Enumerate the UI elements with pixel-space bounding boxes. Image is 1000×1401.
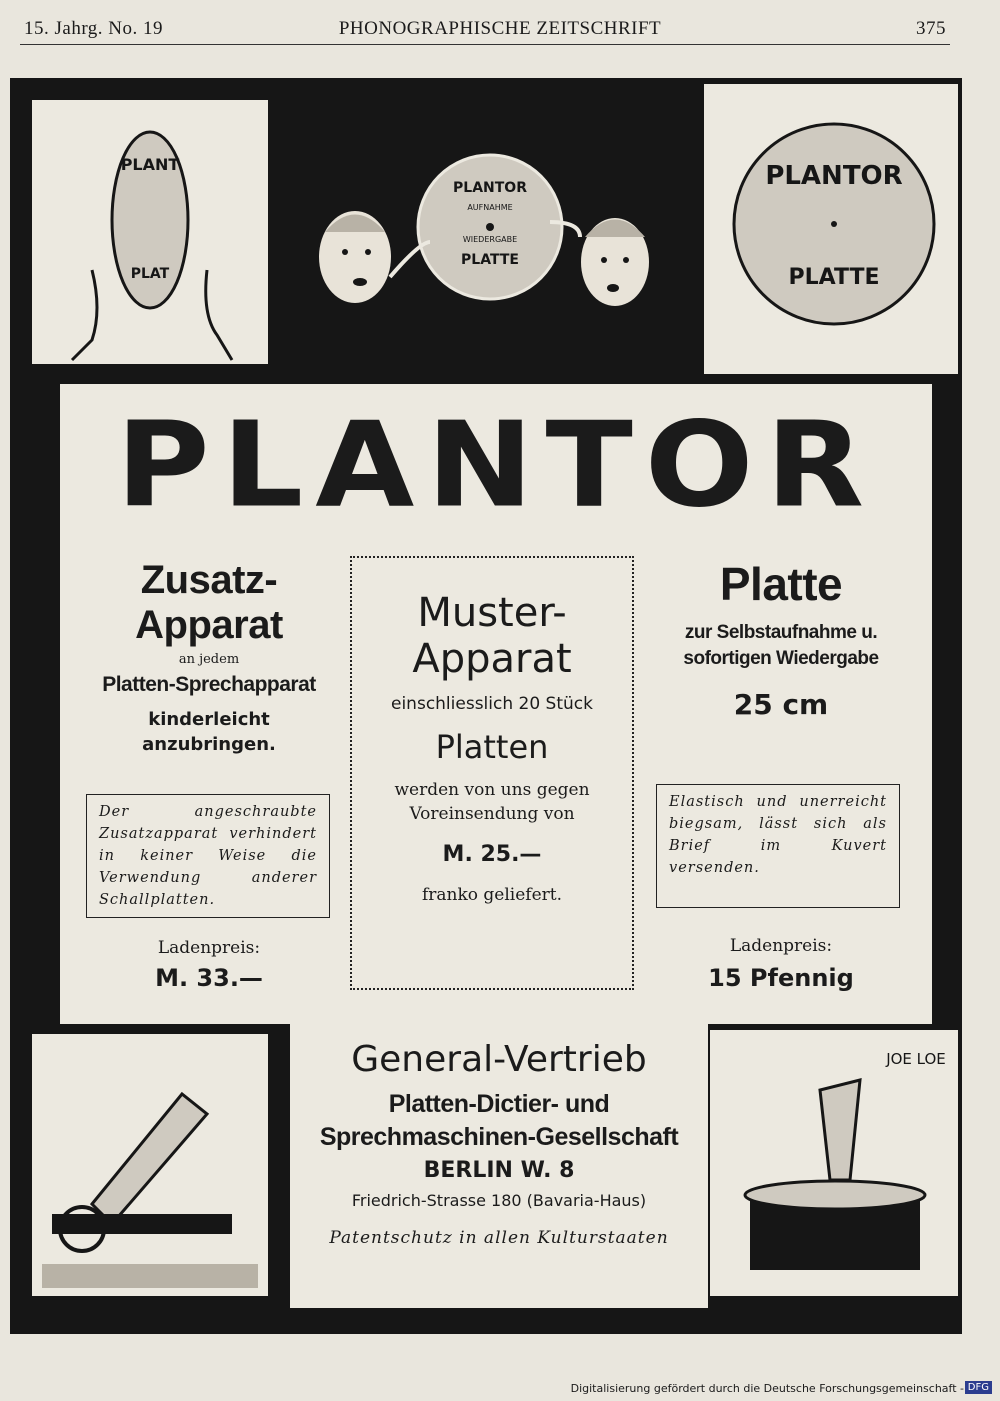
hand-right-icon xyxy=(206,270,232,360)
right-heading-platte: Platte xyxy=(719,558,843,610)
middle-price: M. 25.— xyxy=(442,842,542,867)
right-size: 25 cm xyxy=(733,688,829,721)
middle-column xyxy=(350,590,634,905)
gramophone-arm-icon xyxy=(52,1214,232,1234)
left-heading-zusatz: Zusatz- xyxy=(140,558,278,602)
left-heading-apparat: Apparat xyxy=(135,603,283,647)
left-bold-2: anzubringen. xyxy=(142,734,276,755)
gramophone-horn-icon xyxy=(92,1094,207,1224)
dfg-logo: DFG xyxy=(965,1381,992,1394)
left-line: Platten-Sprechapparat xyxy=(102,673,316,696)
top-left-illustration xyxy=(28,96,272,368)
top-center-illustration xyxy=(280,92,700,384)
company-line-2: Sprechmaschinen-Gesellschaft xyxy=(319,1123,679,1151)
right-line-1: zur Selbstaufnahme u. xyxy=(684,622,878,643)
distributor-block xyxy=(290,1036,708,1248)
right-price-block xyxy=(646,936,916,992)
held-record-label-bottom: PLAT xyxy=(130,266,170,282)
right-column xyxy=(646,556,916,721)
advert-title: PLANTOR xyxy=(115,397,877,535)
digitization-credit: Digitalisierung gefördert durch die Deutsche Forschungsgemeinschaft - xyxy=(570,1382,964,1395)
right-line-2: sofortigen Wiedergabe xyxy=(683,648,879,669)
left-price-label: Ladenpreis: xyxy=(157,938,261,958)
top-right-illustration xyxy=(700,80,962,378)
bottom-left-illustration xyxy=(28,1030,272,1300)
bottom-right-illustration xyxy=(706,1026,962,1300)
middle-line-2: werden von uns gegen xyxy=(394,780,590,800)
held-record-label-top: PLANT xyxy=(120,155,180,174)
plantor-record-label-bottom: PLATTE xyxy=(788,265,880,290)
right-price: 15 Pfennig xyxy=(708,964,854,992)
plantor-record-label-top: PLANTOR xyxy=(765,161,903,191)
middle-platten: Platten xyxy=(435,728,549,766)
record-label-bottom: PLATTE xyxy=(461,252,519,268)
page-number: 375 xyxy=(916,18,946,39)
left-note: Der angeschraubte Zusatzapparat verhindert in keiner Weise die Verwendung anderer Schallplatten. xyxy=(86,794,330,918)
left-column xyxy=(74,558,344,755)
right-price-label: Ladenpreis: xyxy=(729,936,833,956)
hand-left-icon xyxy=(72,270,97,360)
artist-signature: JOE LOE xyxy=(886,1050,946,1068)
left-price: M. 33.— xyxy=(155,964,263,992)
company-line-1: Platten-Dictier- und xyxy=(388,1090,610,1118)
middle-line-3: Voreinsendung von xyxy=(409,804,575,824)
middle-line-4: franko geliefert. xyxy=(421,885,563,905)
company-city: BERLIN W. 8 xyxy=(423,1158,575,1183)
right-note: Elastisch und unerreicht biegsam, lässt sich als Brief im Kuvert versenden. xyxy=(656,784,900,908)
left-price-block xyxy=(74,938,344,992)
left-bold-1: kinderleicht xyxy=(148,709,270,730)
record-label-top: PLANTOR xyxy=(453,180,527,196)
left-small-text: an jedem xyxy=(178,652,240,667)
middle-heading-apparat: Apparat xyxy=(412,636,572,682)
middle-heading-muster: Muster- xyxy=(417,590,567,636)
distributor-heading: General-Vertrieb xyxy=(351,1039,647,1080)
gramophone-horn-2-icon xyxy=(820,1080,860,1180)
middle-line-1: einschliesslich 20 Stück xyxy=(391,694,593,714)
record-label-aufnahme: AUFNAHME xyxy=(467,203,513,212)
running-head-issue: 15. Jahrg. No. 19 xyxy=(24,18,164,39)
record-label-wiedergabe: WIEDERGABE xyxy=(462,235,518,244)
patent-line: Patentschutz in allen Kulturstaaten xyxy=(329,1228,669,1248)
header-rule xyxy=(20,44,950,45)
running-head-journal: PHONOGRAPHISCHE ZEITSCHRIFT xyxy=(338,18,662,39)
company-address: Friedrich-Strasse 180 (Bavaria-Haus) xyxy=(351,1191,647,1210)
